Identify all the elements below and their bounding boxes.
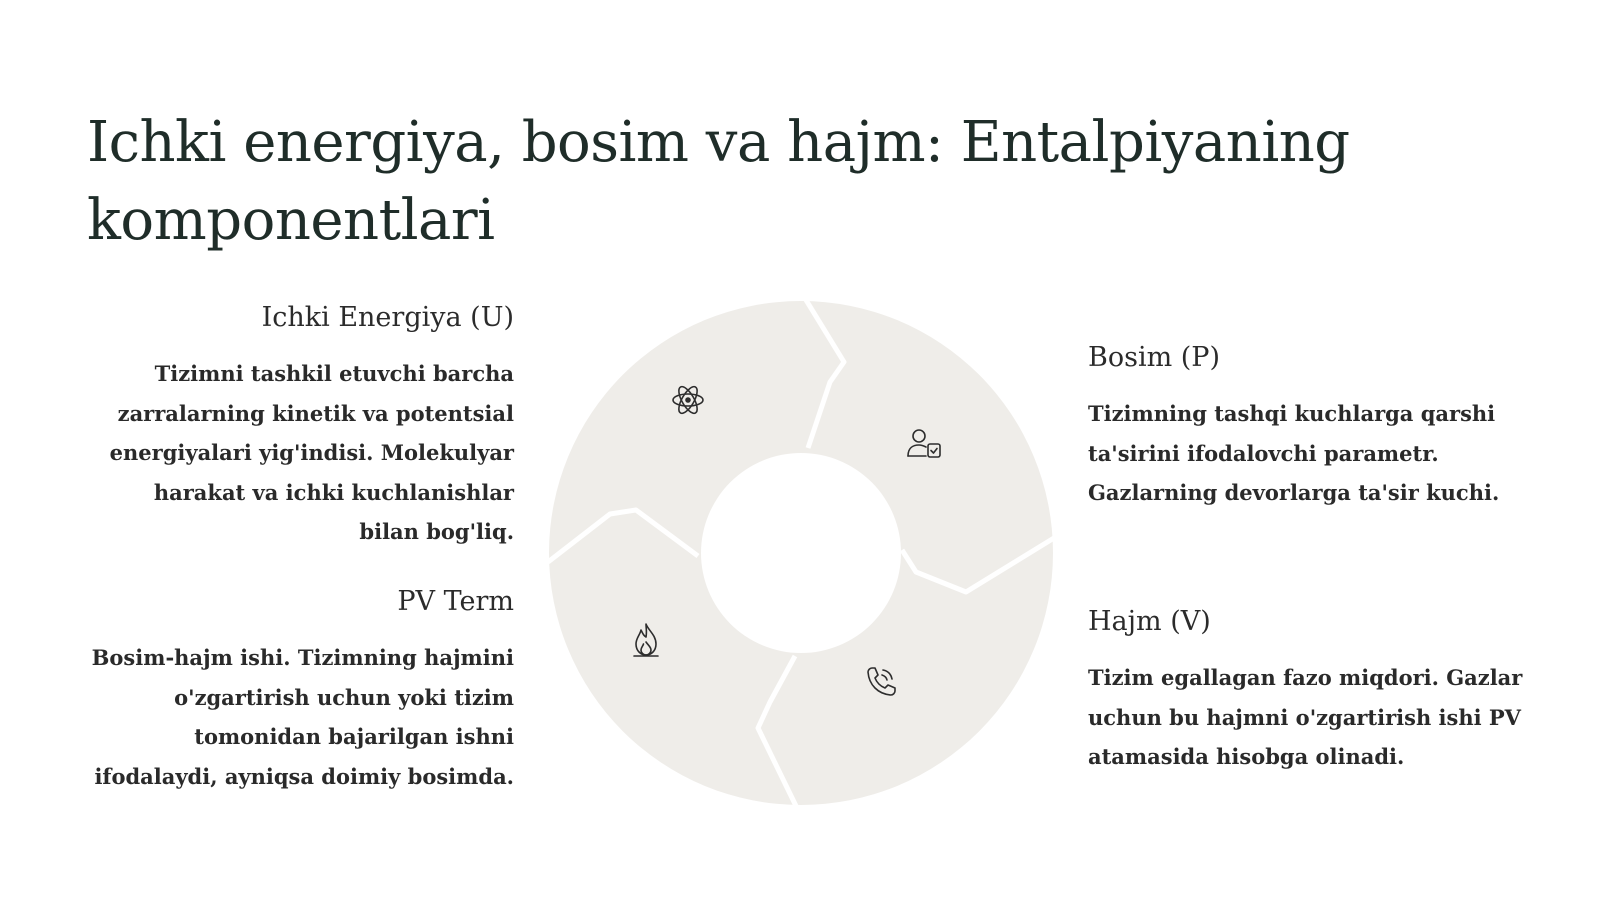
pressure-text: Tizimning tashqi kuchlarga qarshi ta'sirini ifodalovchi parametr. Gazlarning devorlarga ta'sir kuchi.: [1088, 401, 1500, 505]
pressure-block: [1088, 340, 1528, 513]
pressure-heading: Bosim (P): [1088, 342, 1221, 373]
cycle-ring: [548, 300, 1054, 806]
pv-term-heading: PV Term: [397, 586, 514, 617]
pv-term-block: [90, 584, 514, 796]
internal-energy-text: Tizimni tashkil etuvchi barcha zarralarning kinetik va potentsial energiyalari yig'indisi. Molekulyar harakat va ichki kuchlanishlar bilan bog'liq.: [109, 361, 514, 544]
flame-icon: [626, 620, 666, 660]
cycle-diagram: [548, 300, 1054, 806]
ring-segments: [549, 301, 1053, 805]
internal-energy-heading: Ichki Energiya (U): [261, 302, 514, 333]
internal-energy-block: [90, 300, 514, 552]
atom-icon: [668, 380, 708, 420]
volume-text: Tizim egallagan fazo miqdori. Gazlar uchun bu hajmni o'zgartirish ishi PV atamasida hisobga olinadi.: [1088, 665, 1523, 769]
slide-title: Ichki energiya, bosim va hajm: Entalpiyaning komponentlari: [87, 110, 1350, 253]
phone-call-icon: [860, 662, 900, 702]
pv-term-text: Bosim-hajm ishi. Tizimning hajmini o'zgartirish uchun yoki tizim tomonidan bajarilgan ishni ifodalaydi, ayniqsa doimiy bosimda.: [91, 645, 514, 789]
user-check-icon: [904, 424, 944, 464]
volume-heading: Hajm (V): [1088, 606, 1211, 637]
volume-block: [1088, 604, 1528, 777]
